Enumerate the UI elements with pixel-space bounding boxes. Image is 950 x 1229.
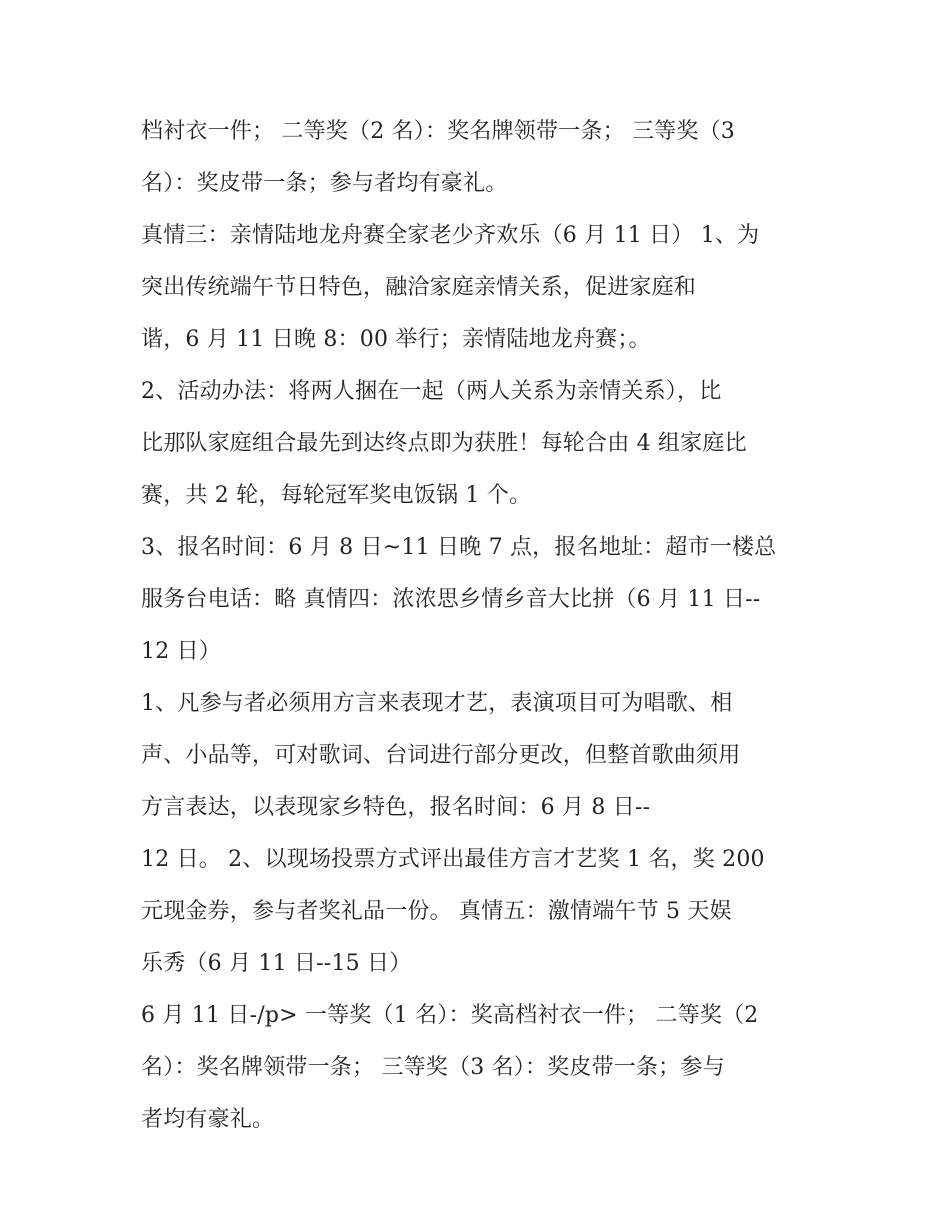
text-line: 12 日） — [141, 639, 221, 664]
text-line: 名）：奖皮带一条；参与者均有豪礼。 — [141, 171, 508, 196]
text-line: 乐秀（6 月 11 日--15 日） — [141, 951, 412, 976]
text-line: 者均有豪礼。 — [141, 1107, 275, 1132]
text-line: 谐，6 月 11 日晚 8：00 举行；亲情陆地龙舟赛；。 — [141, 327, 651, 352]
text-line: 6 月 11 日-/p> 一等奖（1 名）：奖高档衬衣一件； 二等奖（2 — [141, 1003, 759, 1028]
text-line: 2、活动办法：将两人捆在一起（两人关系为亲情关系），比 — [141, 379, 722, 404]
text-line: 元现金券，参与者奖礼品一份。 真情五：激情端午节 5 天娱 — [141, 899, 732, 924]
text-line: 比那队家庭组合最先到达终点即为获胜！每轮合由 4 组家庭比 — [141, 431, 747, 456]
text-line: 3、报名时间：6 月 8 日~11 日晚 7 点，报名地址：超市一楼总 — [141, 535, 777, 560]
text-line: 12 日。 2、以现场投票方式评出最佳方言才艺奖 1 名，奖 200 — [141, 847, 765, 872]
document-body — [141, 106, 821, 1146]
text-line: 档衬衣一件； 二等奖（2 名）：奖名牌领带一条； 三等奖（3 — [141, 119, 735, 144]
text-line: 服务台电话：略 真情四：浓浓思乡情乡音大比拼（6 月 11 日-- — [141, 587, 761, 612]
text-line: 真情三：亲情陆地龙舟赛全家老少齐欢乐（6 月 11 日） 1、为 — [141, 223, 760, 248]
text-line: 名）：奖名牌领带一条； 三等奖（3 名）：奖皮带一条；参与 — [141, 1055, 725, 1080]
text-line: 方言表达，以表现家乡特色，报名时间：6 月 8 日-- — [141, 795, 651, 820]
text-line: 声、小品等，可对歌词、台词进行部分更改，但整首歌曲须用 — [141, 743, 741, 768]
text-line: 1、凡参与者必须用方言来表现才艺，表演项目可为唱歌、相 — [141, 691, 733, 716]
text-line: 突出传统端午节日特色，融洽家庭亲情关系，促进家庭和 — [141, 275, 697, 300]
text-line: 赛，共 2 轮，每轮冠军奖电饭锅 1 个。 — [141, 483, 532, 508]
